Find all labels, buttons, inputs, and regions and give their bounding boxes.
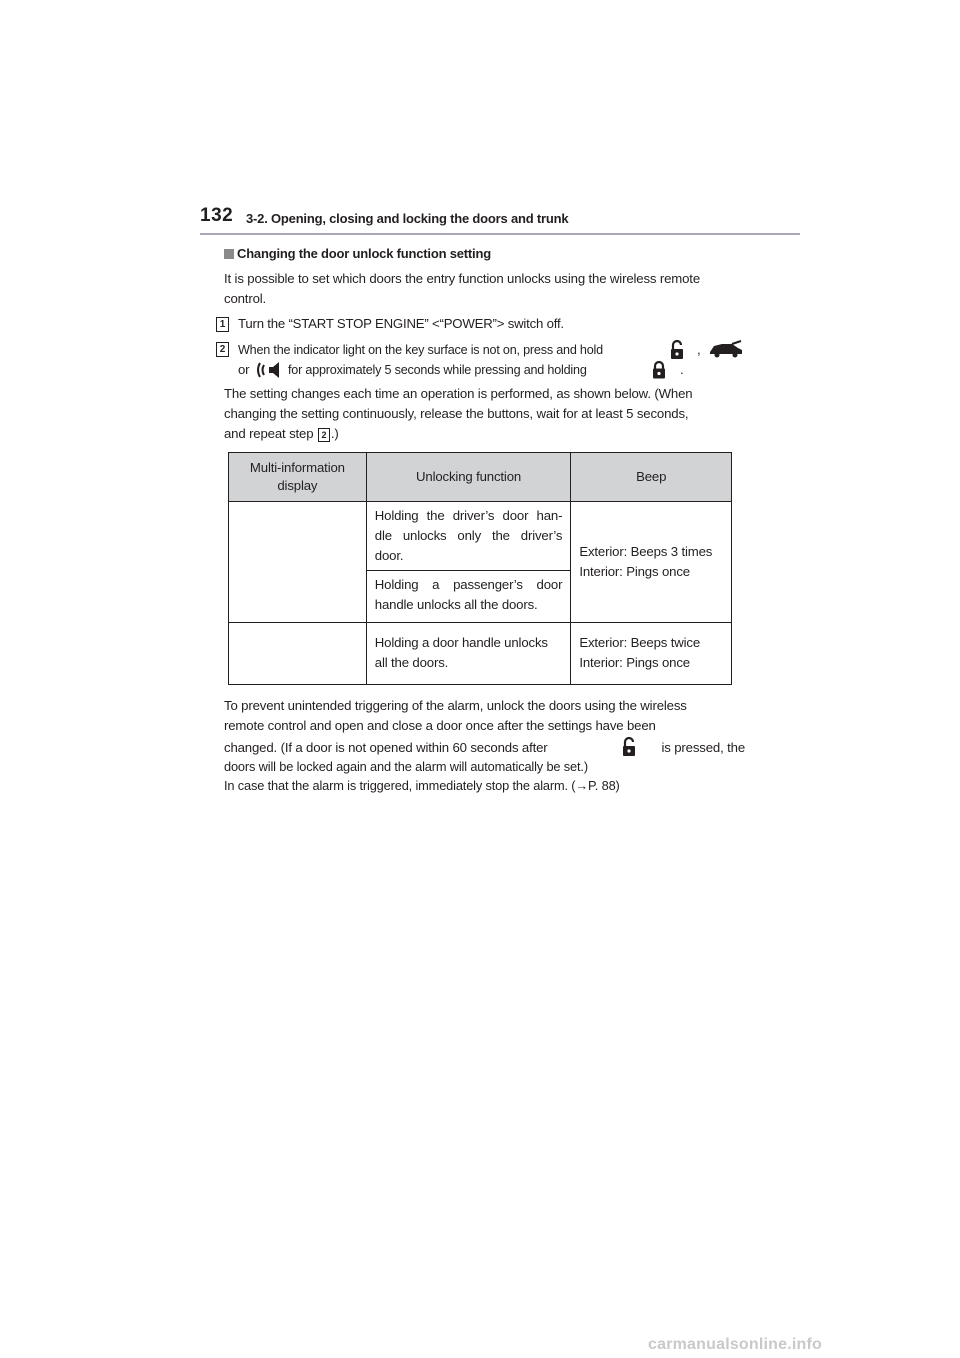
setting-note-line-2: changing the setting continuously, release the buttons, wait for at least 5 seconds, [224,406,689,421]
alarm-note-line-5: In case that the alarm is triggered, immediately stop the alarm. (→P. 88) [224,778,620,793]
alarm-note-line-3b: is pressed, the [661,740,745,755]
intro-line-2: control. [224,291,267,306]
function-cell [366,623,571,685]
panic-alarm-icon [255,361,285,384]
function-cell [366,571,571,623]
step-2-line-1: When the indicator light on the key surface is not on, press and hold [238,343,603,357]
unlock-settings-table [228,452,732,685]
setting-note-line-1: The setting changes each time an operation is performed, as shown below. (When [224,386,693,401]
setting-note-line-3 [224,424,745,444]
cell-line: Exterior: Beeps 3 times [579,544,713,559]
alarm-note-line-3a: changed. (If a door is not opened within 60 seconds after [224,740,548,755]
heading-text: Changing the door unlock function setting [237,246,491,261]
function-cell [366,502,571,571]
beep-cell [571,623,732,685]
trunk-icon [708,340,744,363]
bullet-square-icon [224,249,234,259]
step-2-line-2: for approximately 5 seconds while pressing and holding [288,363,587,377]
step-number-2: 2 [216,342,229,357]
subsection-heading [224,246,491,261]
table-row [229,502,732,571]
table-row [229,623,732,685]
table-header-row [229,453,732,502]
cell-line: Holding a door handle unlocks [374,635,548,650]
comma: , [697,342,701,357]
section-title: 3-2. Opening, closing and locking the doors and trunk [246,211,569,226]
alarm-note-line-4: doors will be locked again and the alarm will automatically be set.) [224,759,588,774]
display-cell-empty [229,502,367,623]
cell-line: Interior: Pings once [579,655,690,670]
setting-note-line-3-end: .) [330,426,339,441]
alarm-note-line-2: remote control and open and close a door once after the settings have been [224,718,656,733]
header-unlocking-function [366,453,571,502]
cell-line: Interior: Pings once [579,564,690,579]
header-beep [571,453,732,502]
step-1-text: Turn the “START STOP ENGINE” <“POWER”> switch off. [238,316,564,331]
site-watermark: carmanualsonline.info [648,1336,823,1353]
cell-line: Holding the driver’s door han- [374,508,563,523]
cell-line: all the doors. [374,655,449,670]
inline-step-2-badge: 2 [318,428,330,442]
display-cell-empty [229,623,367,685]
setting-note-line-3-text: and repeat step [224,426,314,441]
beep-cell [571,502,732,623]
step-2-period: . [680,362,684,377]
page-number: 132 [200,205,234,226]
step-2-or: or [238,362,250,377]
cell-line: Exterior: Beeps twice [579,635,701,650]
header-text: Unlocking function [416,469,522,484]
cell-line: handle unlocks all the doors. [374,597,538,612]
cell-line: dle unlocks only the driver’s [374,528,563,543]
alarm-note-line-1: To prevent unintended triggering of the alarm, unlock the doors using the wireless [224,698,687,713]
header-multi-information-display [229,453,367,502]
cell-line: Holding a passenger’s door [374,577,563,592]
intro-line-1: It is possible to set which doors the entry function unlocks using the wireless remote [224,271,701,286]
header-divider [200,233,800,235]
header-text: Multi-information display [249,460,345,493]
cell-line: door. [374,548,404,563]
lock-icon [650,360,668,385]
step-number-1: 1 [216,317,229,332]
header-text: Beep [636,469,667,484]
